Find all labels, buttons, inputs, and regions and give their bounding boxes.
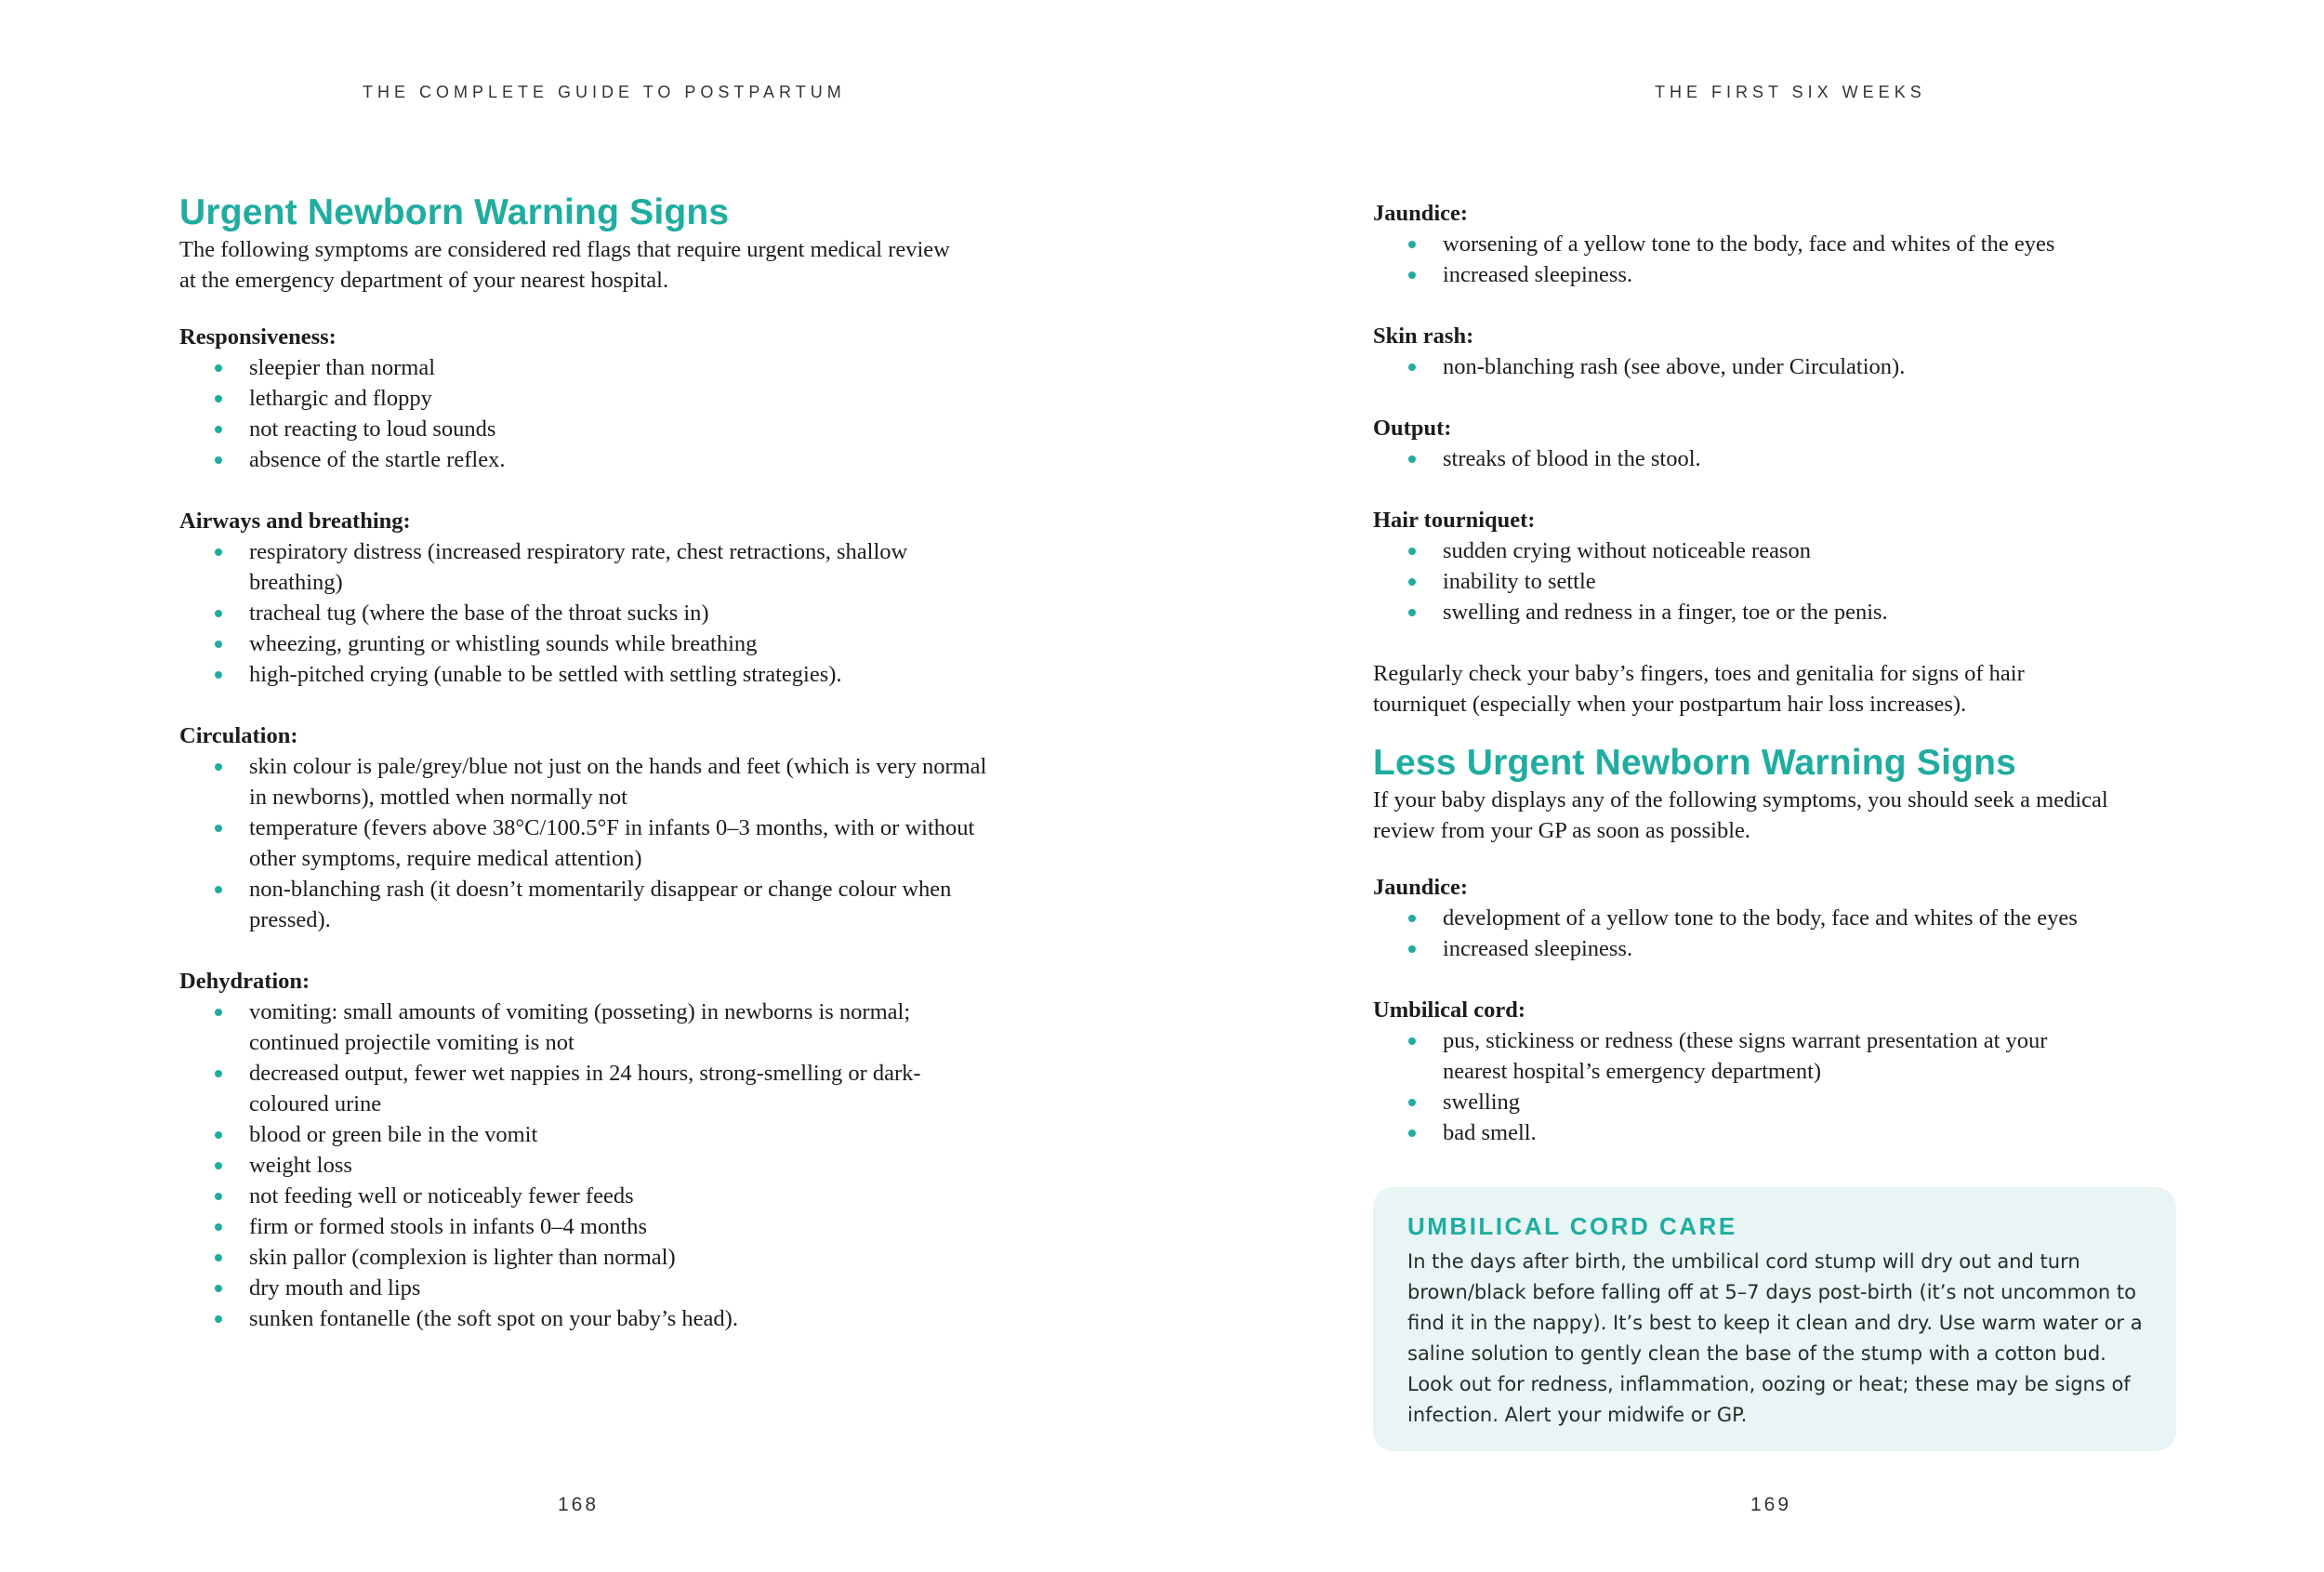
bullet-list — [1373, 351, 2324, 382]
section-jaundice-urgent — [1373, 198, 2324, 290]
list-item: high-pitched crying (unable to be settled with settling strategies). — [179, 659, 923, 690]
page-number: 168 — [558, 1494, 600, 1515]
bullet-list — [1373, 535, 2324, 627]
left-page: THE COMPLETE GUIDE TO POSTPARTUM Urgent Newborn Warning Signs The following symptoms are considered red flags that require urgent medical review at the emergency department of your nearest hospital. Responsiveness: sleepier than normal lethargic and floppy not reacting to loud sounds absence of the startle reflex. Airways and breathing: respiratory distress (increased respiratory rate, chest retractions, shallow breathing) tracheal tug (where the base of the throat sucks in) wheezing, grunting or whistling sounds while breathing high-pitched crying (unable to be settled with settling strategies). Circulation: skin colour is pale/grey/blue not just on the hands and feet (which is very normal in newborns), mottled when normally not temperature (fevers above 38°C/100.5°F in infants 0–3 months, with or without other symptoms, require medical attention) non-blanching rash (it doesn’t momentarily disappear or change colour when pressed). Dehydration: vomiting: small amounts of vomiting (posseting) in newborns is normal; continued projectile vomiting is not decreased output, fewer wet nappies in 24 hours, strong-smelling or dark-coloured urine blood or green bile in the vomit weight loss not feeding well or noticeably fewer feeds firm or formed stools in infants 0–4 months skin pallor (complexion is lighter than normal) dry mouth and lips sunken fontanelle (the soft spot on your baby’s head). 168 — [0, 0, 1162, 1572]
bullet-icon — [215, 1131, 222, 1139]
section-airways — [179, 506, 997, 690]
section-title: Skin rash: — [1373, 324, 1474, 349]
list-item: non-blanching rash (see above, under Circulation). — [1373, 351, 2324, 382]
bullet-icon — [1408, 1129, 1416, 1137]
section-jaundice-less-urgent — [1373, 872, 2324, 964]
bullet-icon — [1408, 363, 1416, 371]
list-item: absence of the startle reflex. — [179, 444, 997, 475]
list-item: temperature (fevers above 38°C/100.5°F in infants 0–3 months, with or without other symptoms, require medical attention) — [179, 812, 997, 874]
bullet-icon — [215, 1315, 222, 1323]
bullet-icon — [215, 1009, 222, 1016]
bullet-icon — [215, 395, 222, 403]
callout-body: In the days after birth, the umbilical cord stump will dry out and turn brown/black before falling off at 5–7 days post-birth (it’s not uncommon to find it in the nappy). It’s best to keep it clean and dry. Use warm water or a saline solution to gently clean the base of the stump with a cotton bud. Look out for redness, inflammation, oozing or heat; these may be signs of infection. Alert your midwife or GP. — [1407, 1250, 2143, 1426]
right-page: THE FIRST SIX WEEKS Jaundice: worsening of a yellow tone to the body, face and whites of the eyes increased sleepiness. Skin rash: non-blanching rash (see above, under Circulation). Output: streaks of blood in the stool. Hair tourniquet: sudden crying without noticeable reason inability to settle swelling and redness in a finger, toe or the penis. Regularly check your baby’s fingers, toes and genitalia for signs of hair tourniquet (especially when your postpartum hair loss increases). Less Urgent Newborn Warning Signs If your baby displays any of the following symptoms, you should seek a medical review from your GP as soon as possible. Jaundice: development of a yellow tone to the body, face and whites of the eyes increased sleepiness. Umbilical cord: pus, stickiness or redness (these signs warrant presentation at your nearest hospital’s emergency department) swelling bad smell. 169 — [1162, 0, 2324, 1572]
list-item: sleepier than normal — [179, 352, 997, 383]
bullet-icon — [1408, 548, 1416, 555]
bullet-icon — [1408, 456, 1416, 463]
list-item: bad smell. — [1373, 1117, 2117, 1148]
bullet-icon — [1408, 609, 1416, 616]
page-number: 169 — [1750, 1494, 1792, 1515]
bullet-list — [1373, 443, 2324, 474]
intro-text: If your baby displays any of the following symptoms, you should seek a medical review from your GP as soon as possible. — [1373, 787, 2108, 843]
list-item: worsening of a yellow tone to the body, face and whites of the eyes — [1373, 229, 2324, 259]
list-item: streaks of blood in the stool. — [1373, 443, 2324, 474]
bullet-list — [1373, 903, 2324, 964]
section-umbilical-cord — [1373, 995, 2324, 1148]
list-item: respiratory distress (increased respiratory rate, chest retractions, shallow breathing) — [179, 536, 923, 598]
list-item: tracheal tug (where the base of the throat sucks in) — [179, 598, 923, 628]
bullet-icon — [1408, 1037, 1416, 1045]
bullet-list — [1373, 229, 2324, 290]
list-item: sudden crying without noticeable reason — [1373, 535, 2324, 566]
bullet-icon — [1408, 241, 1416, 248]
list-item: not feeding well or noticeably fewer feeds — [179, 1181, 997, 1211]
intro-text: The following symptoms are considered red flags that require urgent medical review at the emergency department of your nearest hospital. — [179, 237, 950, 293]
callout-title: UMBILICAL CORD CARE — [1407, 1212, 1737, 1240]
section-title: Umbilical cord: — [1373, 997, 1525, 1023]
bullet-icon — [215, 1162, 222, 1169]
list-item: wheezing, grunting or whistling sounds while breathing — [179, 628, 923, 659]
section-responsiveness — [179, 322, 997, 475]
bullet-list — [179, 997, 997, 1334]
bullet-list — [179, 352, 997, 475]
bullet-icon — [215, 548, 222, 556]
section-title: Jaundice: — [1373, 875, 1469, 900]
bullet-icon — [215, 763, 222, 771]
list-item: inability to settle — [1373, 566, 2324, 597]
left-column — [179, 192, 997, 1365]
list-item: lethargic and floppy — [179, 383, 997, 414]
list-item: dry mouth and lips — [179, 1273, 997, 1303]
list-item: not reacting to loud sounds — [179, 414, 997, 444]
list-item: swelling and redness in a finger, toe or the penis. — [1373, 597, 2324, 627]
section-circulation — [179, 720, 997, 935]
bullet-icon — [1408, 271, 1416, 279]
section-title: Jaundice: — [1373, 201, 1469, 226]
section-title: Hair tourniquet: — [1373, 508, 1536, 533]
bullet-icon — [1408, 1099, 1416, 1106]
list-item: skin pallor (complexion is lighter than normal) — [179, 1242, 997, 1273]
bullet-icon — [215, 1070, 222, 1077]
bullet-icon — [215, 671, 222, 679]
section-dehydration — [179, 966, 997, 1334]
bullet-icon — [215, 886, 222, 893]
list-item: swelling — [1373, 1087, 2117, 1117]
page-heading: Less Urgent Newborn Warning Signs — [1373, 743, 2017, 783]
list-item: firm or formed stools in infants 0–4 months — [179, 1211, 997, 1242]
bullet-icon — [215, 610, 222, 617]
bullet-icon — [215, 1285, 222, 1292]
list-item: increased sleepiness. — [1373, 259, 2324, 290]
umbilical-cord-care-callout — [1373, 1187, 2176, 1451]
section-title: Airways and breathing: — [179, 509, 411, 534]
section-skin-rash — [1373, 321, 2324, 382]
page-heading: Urgent Newborn Warning Signs — [179, 192, 730, 232]
section-title: Dehydration: — [179, 969, 310, 994]
section-title: Circulation: — [179, 723, 298, 748]
bullet-icon — [1408, 915, 1416, 922]
list-item: development of a yellow tone to the body, face and whites of the eyes — [1373, 903, 2324, 933]
bullet-icon — [215, 364, 222, 372]
bullet-icon — [215, 1223, 222, 1231]
bullet-icon — [215, 426, 222, 433]
list-item: increased sleepiness. — [1373, 933, 2324, 964]
list-item: non-blanching rash (it doesn’t momentarily disappear or change colour when pressed). — [179, 874, 997, 935]
bullet-icon — [215, 825, 222, 832]
list-item: pus, stickiness or redness (these signs warrant presentation at your nearest hospital’s emergency department) — [1373, 1025, 2117, 1087]
list-item: skin colour is pale/grey/blue not just on the hands and feet (which is very normal in newborns), mottled when normally not — [179, 751, 997, 812]
bullet-icon — [215, 1254, 222, 1262]
bullet-icon — [1408, 945, 1416, 953]
hair-tourniquet-note: Regularly check your baby’s fingers, toes and genitalia for signs of hair tourniquet (especially when your postpartum hair loss increases). — [1373, 661, 2025, 717]
list-item: weight loss — [179, 1150, 997, 1181]
section-title: Output: — [1373, 416, 1452, 441]
list-item: sunken fontanelle (the soft spot on your baby’s head). — [179, 1303, 997, 1334]
list-item: blood or green bile in the vomit — [179, 1119, 997, 1150]
bullet-icon — [215, 456, 222, 464]
bullet-list — [1373, 1025, 2117, 1148]
bullet-icon — [215, 1193, 222, 1200]
list-item: decreased output, fewer wet nappies in 24 hours, strong-smelling or dark-coloured urine — [179, 1058, 997, 1119]
bullet-icon — [1408, 578, 1416, 586]
section-output — [1373, 413, 2324, 474]
bullet-list — [179, 751, 997, 935]
bullet-list — [179, 536, 923, 690]
section-hair-tourniquet — [1373, 505, 2324, 627]
right-column — [1373, 198, 2324, 1179]
list-item: vomiting: small amounts of vomiting (posseting) in newborns is normal; continued projectile vomiting is not — [179, 997, 997, 1058]
section-title: Responsiveness: — [179, 324, 337, 350]
bullet-icon — [215, 641, 222, 648]
